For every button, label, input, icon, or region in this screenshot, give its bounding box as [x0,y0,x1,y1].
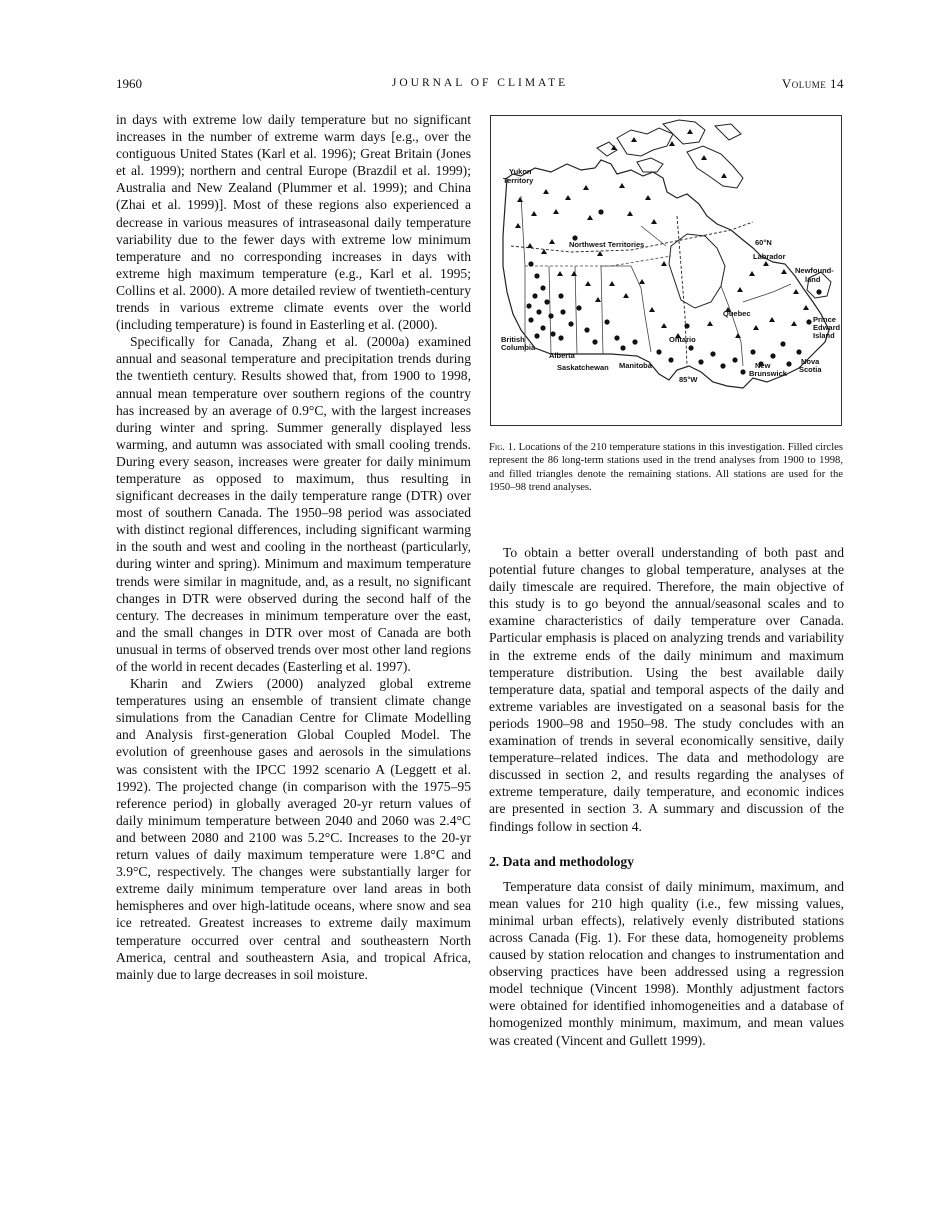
label-labrador: Labrador [753,252,786,261]
volume-label: Volume 14 [781,76,844,91]
caption-label: Fig. 1. [489,442,516,453]
label-alberta: Alberta [549,351,575,360]
canada-station-map [491,116,841,425]
label-island: Island [813,331,835,340]
journal-title: JOURNAL OF CLIMATE [391,77,569,89]
label-yukon: Yukon [509,167,532,176]
arctic-island [715,124,741,140]
figure-1-map [490,115,842,426]
left-column [116,111,471,983]
paragraph: Specifically for Canada, Zhang et al. (2000a) examined annual and seasonal temperature and precipitation trends during the twentieth century. Results showed that, from 1900 to 1998, annual mean temperature over southern regions of the country has increased by an average of 0.9°C, with the largest increases during winter and spring. Summer generally displayed less warming, and autumn was associated with small cooling trends. During every season, increases were greater for daily minimum temperature as opposed to maximum, thus resulting in significant decreases in the daily temperature range (DTR) over most of southern Canada. The 1950–98 period was associated with distinct regional differences, including significant warming in the south and west and cooling in the northeast (particularly, during winter and spring). Minimum and maximum temperature trends were similar in magnitude, and, as a result, no significant changes in DTR were observed during the second half of the century. The decreases in minimum temperature over the east, and the small changes in DTR over most of Canada are both unusual in terms of observed trends over most other land regions of the world in recent decades (Easterling et al. 1997). [116,334,471,674]
arctic-island [617,128,673,156]
label-nova: Nova [801,357,820,366]
label-brunswick: Brunswick [749,369,787,378]
label-quebec: Quebec [723,309,751,318]
figure-caption [489,441,843,495]
label-60n: 60°N [755,238,772,247]
label-ontario: Ontario [669,335,696,344]
paragraph: To obtain a better overall understanding of both past and potential future changes to global temperature, analyses at the daily timescale are required. Therefore, the main objective of this study is to go beyond the annual/seasonal scales and to examine characteristics of daily temperature over Canada. Particular emphasis is placed on analyzing trends and variability in the extreme ends of the daily minimum and maximum temperature distribution. Using the best available daily temperature data, spatial and temporal aspects of the daily and extreme variables are investigated on a seasonal basis for the periods 1900–98 and 1950–98. The study concludes with an examination of trends in several economically sensitive, daily temperature–related indices. The data and methodology are discussed in section 2, and results regarding the analyses of extreme temperature, daily temperature, and economic indices are presented in section 3. A summary and discussion of the findings follow in section 4. [489,545,844,834]
label-new: New [755,361,771,370]
label-territory: Territory [503,176,534,185]
label-nwt: Northwest Territories [569,240,645,249]
right-column [489,544,844,1049]
label-columbia: Columbia [501,343,536,352]
label-british: British [501,335,525,344]
arctic-island [637,158,663,172]
label-newfoundland: Newfound- [795,266,834,275]
label-85w: 85°W [679,375,698,384]
section-heading: 2. Data and methodology [489,853,635,869]
label-land: land [805,275,821,284]
label-manitoba: Manitoba [619,361,652,370]
label-saskatchewan: Saskatchewan [557,363,609,372]
baffin-island [687,146,743,188]
label-prince: Prince [813,315,836,324]
page-number: 1960 [116,76,142,91]
paragraph: Temperature data consist of daily minimum, maximum, and mean values for 210 high quality (i.e., few missing values, minimal urban effects), relatively evenly distributed stations across Canada (Fig. 1). For these data, homogeneity problems caused by station relocation and changes to instrumentation and observing practices have been addressed using a regression model technique (Vincent 1998). Monthly adjustment factors were obtained for identified inhomogeneities and a database of homogenized monthly minimum, maximum, and mean values was created (Vincent and Gullett 1999). [489,878,844,1048]
label-edward: Edward [813,323,841,332]
paragraph: in days with extreme low daily temperature but no significant increases in the number of extreme warm days [e.g., over the contiguous United States (Karl et al. 1996); Great Britain (Jones et al. 1999); northern and central Europe (Brazdil et al. 1999); Australia and New Zealand (Plummer et al. 1999); and China (Zhai et al. 1999)]. Most of these regions also experienced a decrease in various measures of intraseasonal daily temperature variability due to the fewer days with extreme low minimum temperature and no corresponding increases in days with extreme high maximum temperature (e.g., Karl et al. 1995; Collins et al. 2000). A more detailed review of twentieth-century trends in various extreme climate events over the world (including temperature) is found in Easterling et al. (2000). [116,112,471,333]
paragraph: Kharin and Zwiers (2000) analyzed global extreme temperatures using an ensemble of transient climate change simulations from the Canadian Centre for Climate Modelling and Analysis first-generation Global Coupled Model. The evolution of greenhouse gases and aerosols in the simulations was consistent with the IPCC 1992 scenario A (Leggett et al. 1992). The projected change (in comparison with the 1975–95 reference period) in globally averaged 20-yr return values of daily minimum temperature between 2040 and 2060 was 2.4°C and between 2080 and 2100 was 5.2°C. Increases to the 20-yr return values of daily maximum temperature were 1.8°C and 3.9°C, respectively. The changes were substantially larger for extreme daily minimum temperature over land areas in both hemispheres and over high-latitude oceans, where snow and sea ice retreated. Greatest increases to extreme daily maximum temperature occurred over central and southeastern North America, central and southeastern Asia, and tropical Africa, mainly due to large decreases in soil moisture. [116,676,471,982]
caption-text: Locations of the 210 temperature stations in this investigation. Filled circles represent the 86 long-term stations used in the trend analyses from 1900 to 1998, and filled triangles denote the remaining stations. All stations are used for the 1950–98 trend analyses. [489,442,843,494]
running-header [116,76,844,94]
label-scotia: Scotia [799,365,822,374]
